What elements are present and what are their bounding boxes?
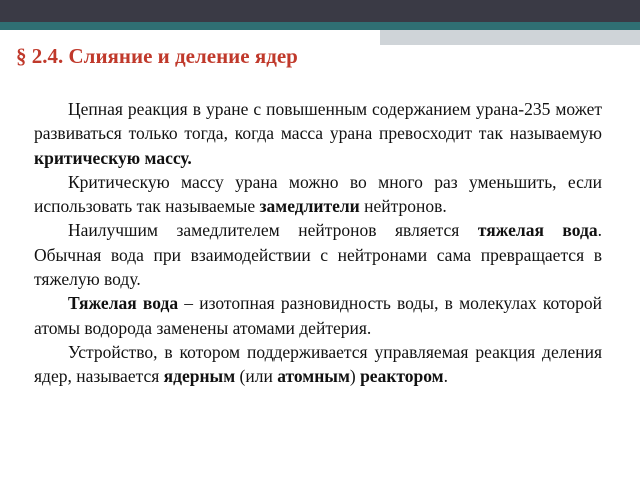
- term-heavy-water: Тяжелая вода: [68, 293, 179, 314]
- term-moderators: замедлители: [259, 196, 360, 217]
- header-accent-band: [0, 22, 640, 30]
- paragraph-reactor: [34, 340, 602, 389]
- slide-body: [34, 97, 602, 389]
- paragraph-moderators: [34, 170, 602, 219]
- header-right-rule: [380, 30, 640, 45]
- paragraph-best-moderator: [34, 218, 602, 291]
- text-segment: Критическую массу урана можно во много раз уменьшить, если использовать так называемые: [34, 171, 602, 217]
- term-heavy-water: тяжелая вода: [477, 220, 598, 241]
- text-segment: Цепная реакция в уране с повышенным содержанием урана-235 может развиваться только тогда, когда масса урана превосходит так называемую: [34, 99, 602, 144]
- term-reactor: реактором: [360, 366, 444, 387]
- term-critical-mass: критическую массу.: [34, 147, 192, 168]
- slide-title: § 2.4. Слияние и деление ядер: [16, 44, 298, 68]
- term-nuclear: ядерным: [163, 366, 236, 387]
- text-segment: ): [349, 366, 361, 387]
- text-segment: нейтронов.: [359, 196, 447, 217]
- header-dark-band: [0, 0, 640, 22]
- term-atomic: атомным: [277, 366, 350, 387]
- text-segment: – изотопная разновидность воды, в молекулах которой атомы водорода заменены атомами дейтерия.: [34, 293, 602, 338]
- text-segment: . Обычная вода при взаимодействии с нейтронами сама превращается в тяжелую воду.: [34, 220, 602, 290]
- text-segment: Наилучшим замедлителем нейтронов является: [68, 220, 478, 241]
- text-segment: (или: [235, 366, 278, 387]
- text-segment: Устройство, в котором поддерживается управляемая реакция деления ядер, называется: [34, 341, 602, 387]
- paragraph-critical-mass: [34, 97, 602, 170]
- text-segment: .: [443, 366, 448, 387]
- paragraph-heavy-water-definition: [34, 291, 602, 340]
